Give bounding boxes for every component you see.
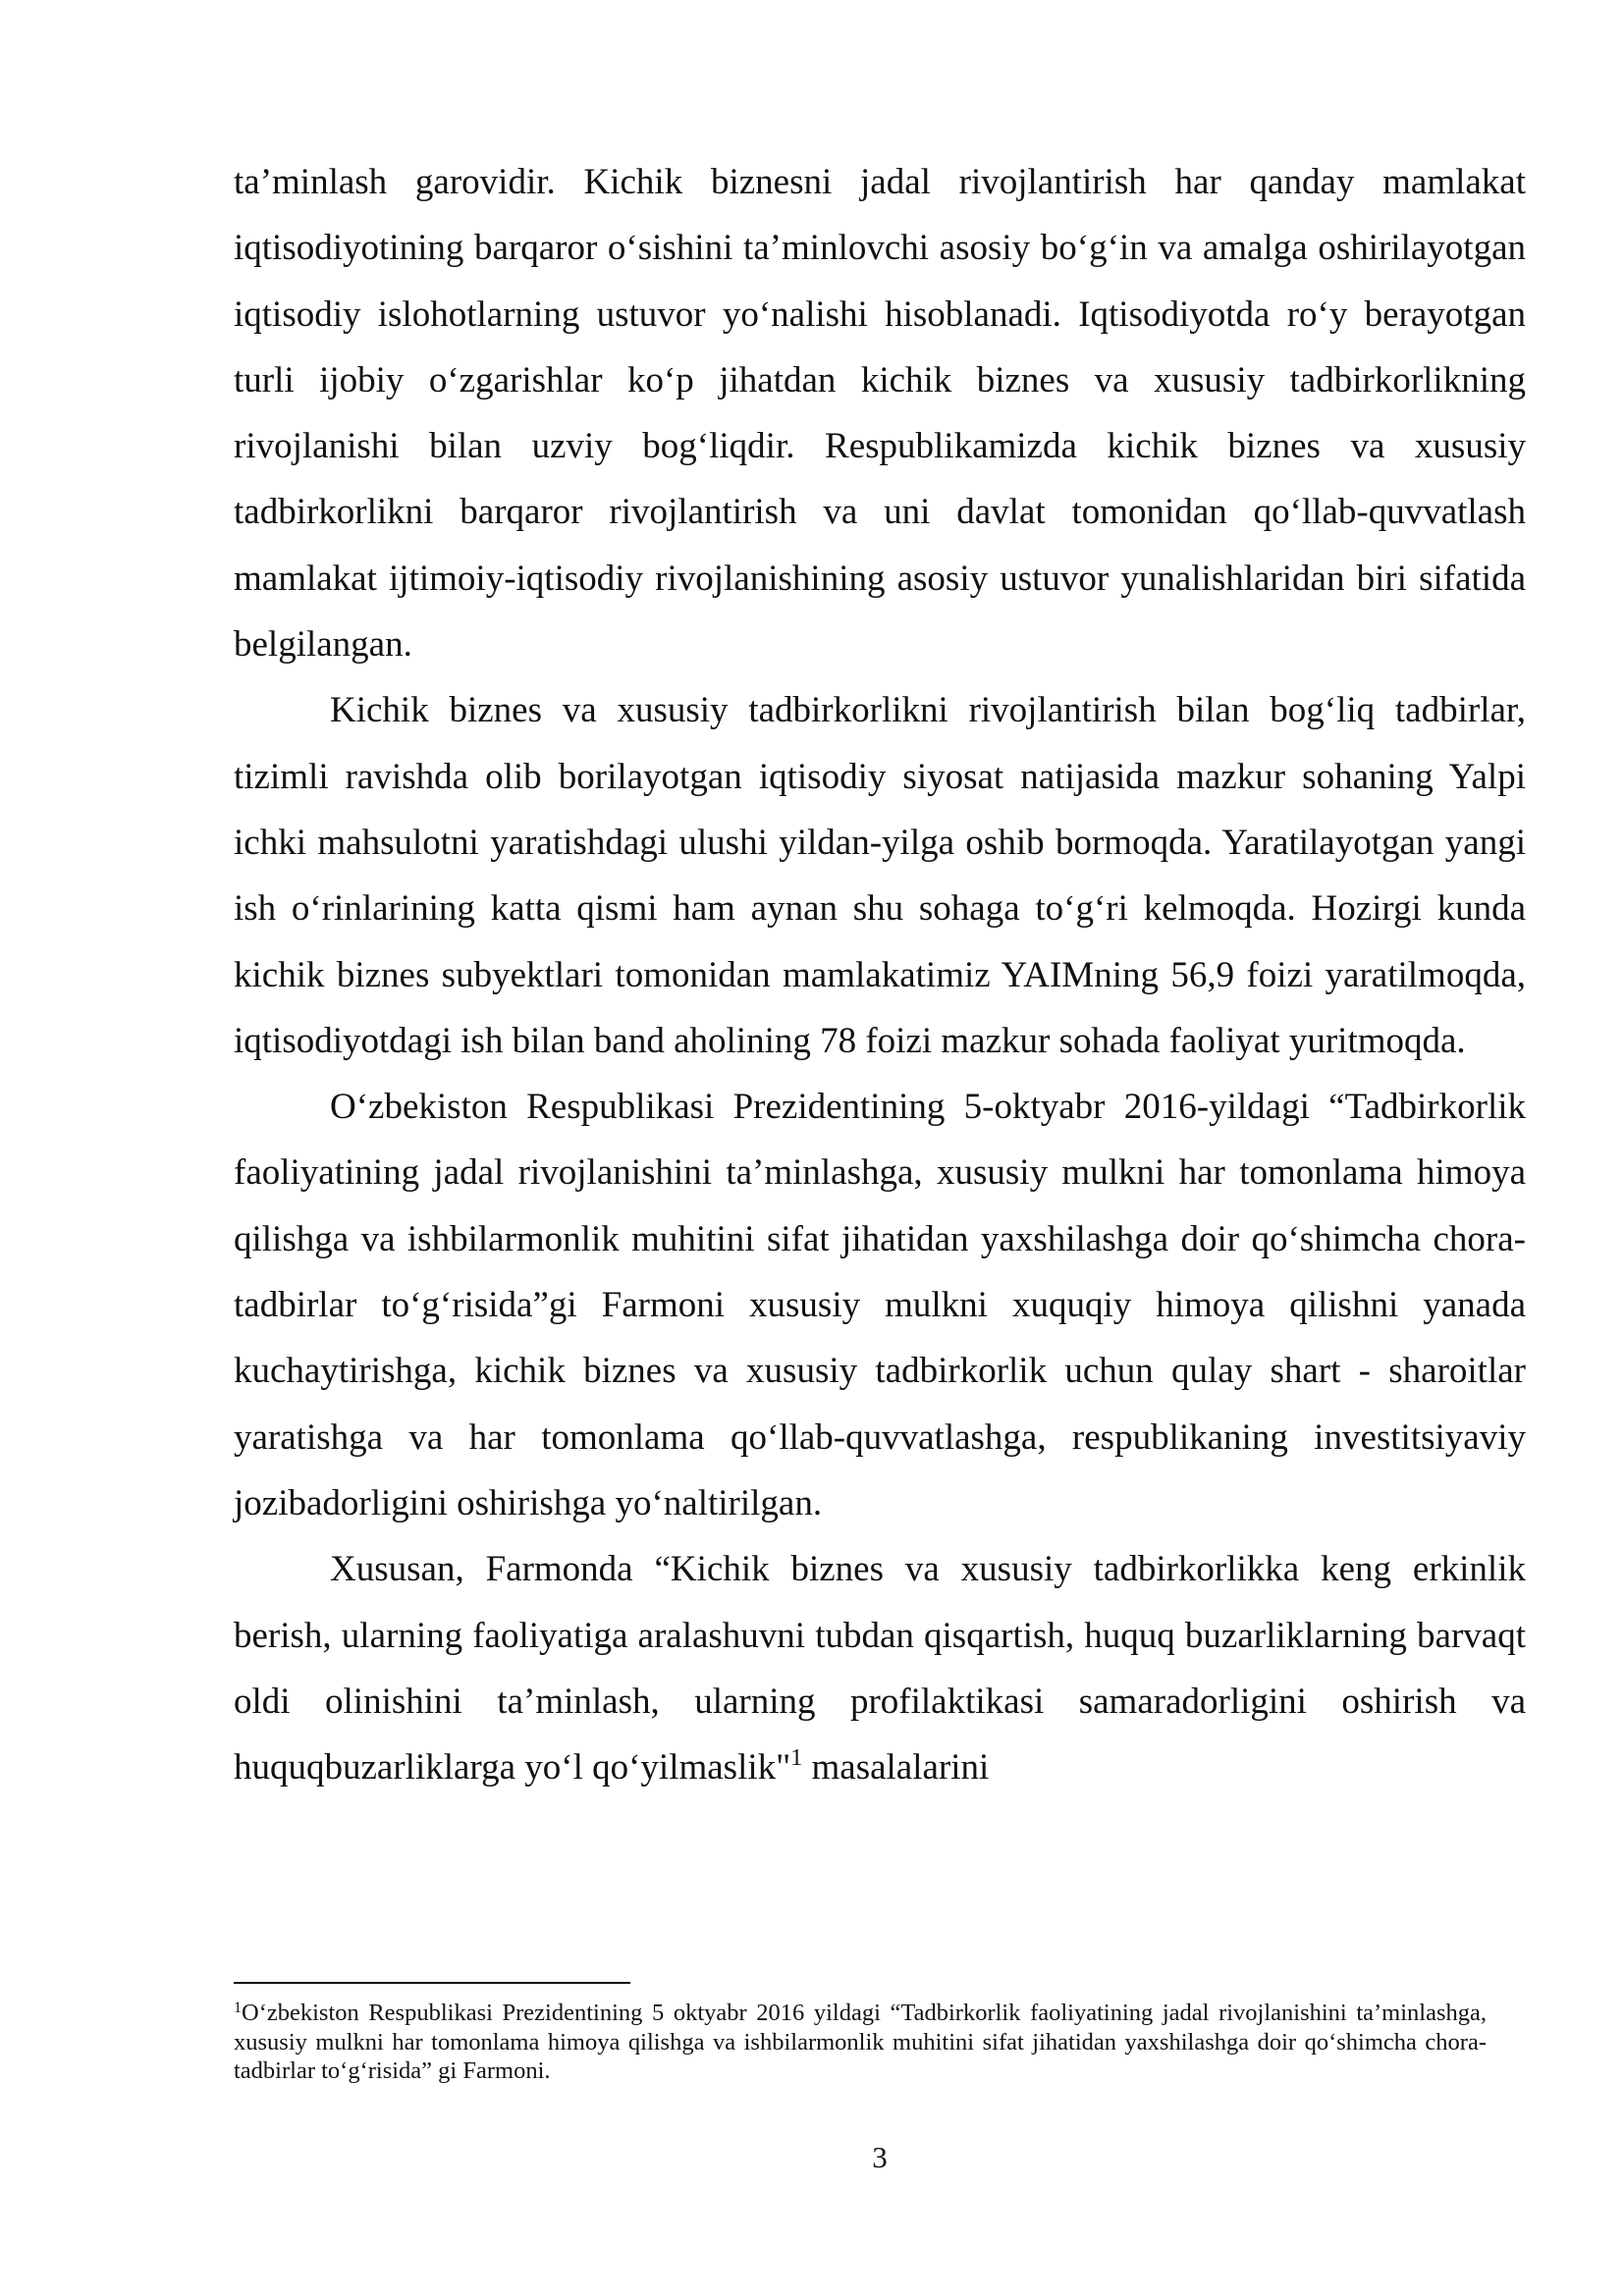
- paragraph-1: ta’minlash garovidir. Kichik biznesni jadal rivojlantirish har qanday mamlakat iqtisodiyotining barqaror o‘sishini ta’minlovchi asosiy bo‘g‘in va amalga oshirilayotgan iqtisodiy islohotlarning ustuvor yo‘nalishi hisoblanadi. Iqtisodiyotda ro‘y berayotgan turli ijobiy o‘zgarishlar ko‘p jihatdan kichik biznes va xususiy tadbirkorlikning rivojlanishi bilan uzviy bog‘liqdir. Respublikamizda kichik biznes va xususiy tadbirkorlikni barqaror rivojlantirish va uni davlat tomonidan qo‘llab-quvvatlash mamlakat ijtimoiy-iqtisodiy rivojlanishining asosiy ustuvor yunalishlaridan biri sifatida belgilangan.: [234, 162, 1526, 666]
- footnote: [234, 1999, 1487, 2086]
- footnote-text: O‘zbekiston Respublikasi Prezidentining 5 oktyabr 2016 yildagi “Tadbirkorlik faoliyatining jadal rivojlanishini ta’minlashga, xususiy mulkni har tomonlama himoya qilishga va ishbilarmonlik muhitini sifat jihatidan yaxshilashga doir qo‘shimcha chora- tadbirlar to‘g‘risida” gi Farmoni.: [234, 2000, 1487, 2084]
- body-text: [234, 149, 1526, 1800]
- paragraph-4-text: Xususan, Farmonda “Kichik biznes va xususiy tadbirkorlikka keng erkinlik berish, ularning faoliyatiga aralashuvni tubdan qisqartish, huquq buzarliklarning barvaqt oldi olinishini ta’minlash, ularning profilaktikasi samaradorligini oshirish va huquqbuzarliklarga yo‘l qo‘yilmaslik": [234, 1549, 1526, 1789]
- footnote-marker: 1: [234, 2000, 242, 2016]
- paragraph-2: Kichik biznes va xususiy tadbirkorlikni rivojlantirish bilan bog‘liq tadbirlar, tizimli ravishda olib borilayotgan iqtisodiy siyosat natijasida mazkur sohaning Yalpi ichki mahsulotni yaratishdagi ulushi yildan-yilga oshib bormoqda. Yaratilayotgan yangi ish o‘rinlarining katta qismi ham aynan shu sohaga to‘g‘ri kelmoqda. Hozirgi kunda kichik biznes subyektlari tomonidan mamlakatimiz YAIMning 56,9 foizi yaratilmoqda, iqtisodiyotdagi ish bilan band aholining 78 foizi mazkur sohada faoliyat yuritmoqda.: [234, 690, 1526, 1061]
- paragraph-4-text-after: masalalarini: [802, 1747, 990, 1789]
- paragraph-4: [234, 1536, 1526, 1800]
- footnote-reference[interactable]: 1: [790, 1745, 803, 1772]
- footnote-separator: [234, 1982, 630, 1984]
- page-number: 3: [872, 2140, 888, 2174]
- paragraph-3: O‘zbekiston Respublikasi Prezidentining 5-oktyabr 2016-yildagi “Tadbirkorlik faoliyatining jadal rivojlanishini ta’minlashga, xususiy mulkni har tomonlama himoya qilishga va ishbilarmonlik muhitini sifat jihatidan yaxshilashga doir qo‘shimcha chora- tadbirlar to‘g‘risida”gi Farmoni xususiy mulkni xuquqiy himoya qilishni yanada kuchaytirishga, kichik biznes va xususiy tadbirkorlik uchun qulay shart - sharoitlar yaratishga va har tomonlama qo‘llab-quvvatlashga, respublikaning investitsiyaviy jozibadorligini oshirishga yo‘naltirilgan.: [234, 1087, 1526, 1523]
